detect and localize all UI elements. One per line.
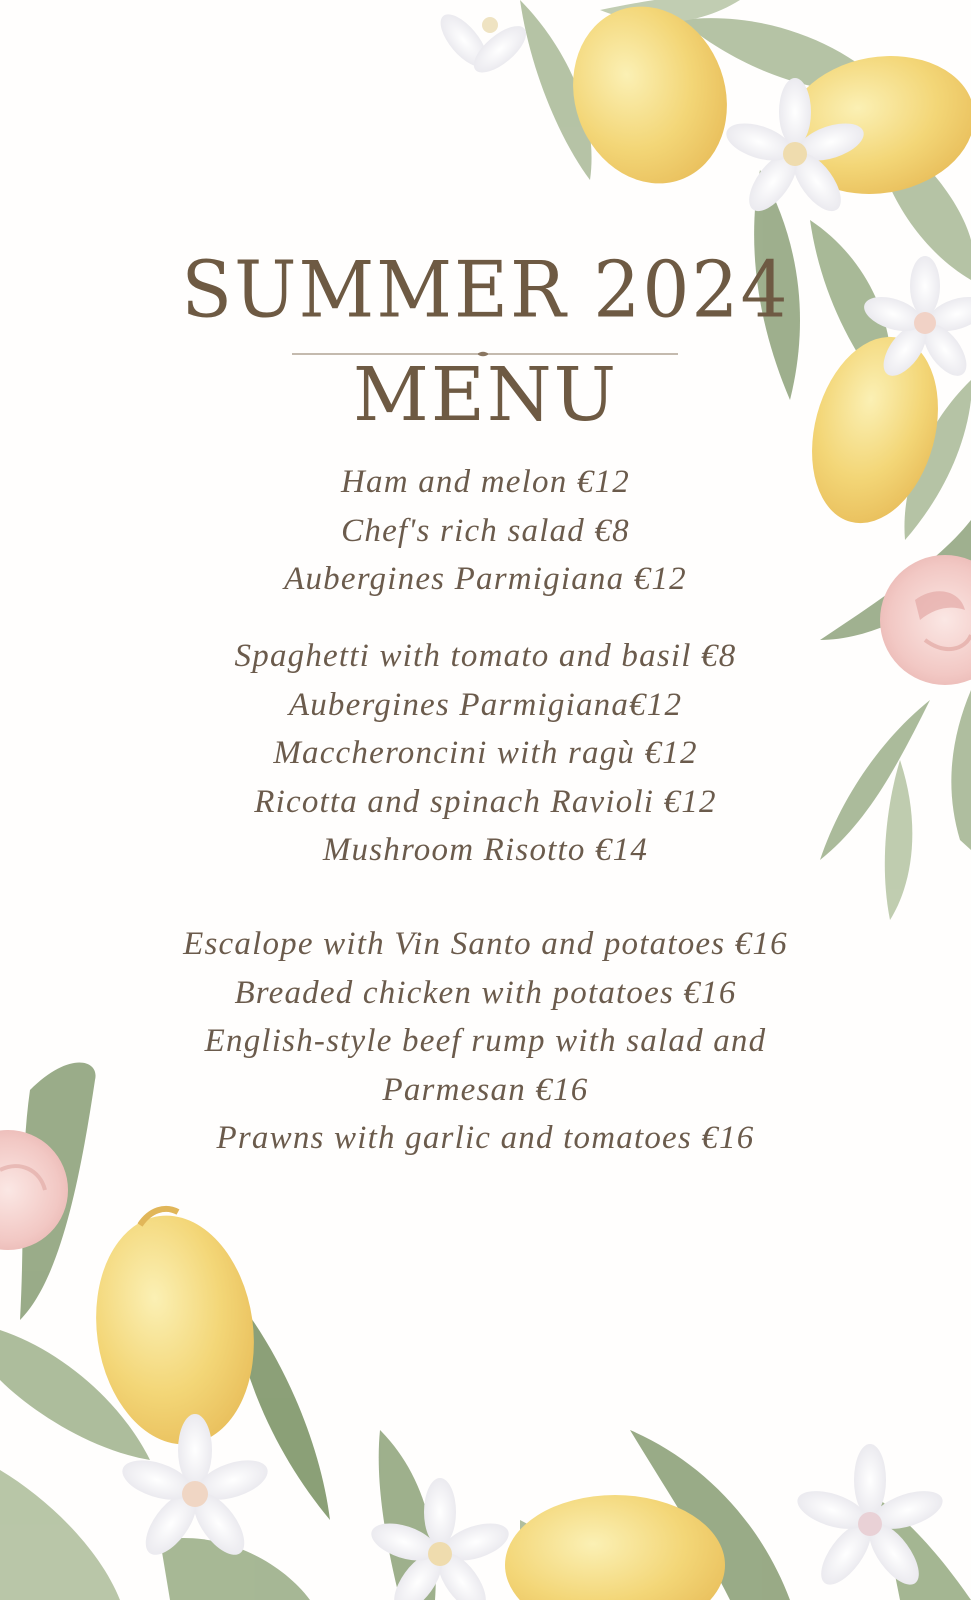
menu-item: Escalope with Vin Santo and potatoes €16 (183, 926, 788, 962)
menu-title-menu: MENU (353, 352, 618, 438)
menu-item: Spaghetti with tomato and basil €8 (234, 638, 737, 674)
menu-item: Ham and melon €12 (341, 464, 630, 500)
menu-item: Breaded chicken with potatoes €16 (234, 974, 737, 1011)
menu-item: English-style beef rump with salad and (204, 1023, 767, 1059)
menu-section-first-courses (0, 632, 971, 875)
menu-title-season: SUMMER 2024 (181, 244, 790, 336)
menu-item: Aubergines Parmigiana€12 (288, 686, 683, 723)
menu-item: Chef's rich salad €8 (341, 512, 630, 549)
menu-item: Parmesan €16 (382, 1071, 589, 1108)
menu-item: Ricotta and spinach Ravioli €12 (254, 783, 717, 820)
menu-item: Aubergines Parmigiana €12 (284, 561, 687, 597)
menu-section-main-courses (0, 920, 971, 1163)
menu-section-starters (0, 458, 971, 604)
menu-item: Prawns with garlic and tomatoes €16 (216, 1120, 755, 1156)
menu-item: Mushroom Risotto €14 (322, 832, 649, 868)
menu-item: Maccheroncini with ragù €12 (273, 735, 698, 771)
